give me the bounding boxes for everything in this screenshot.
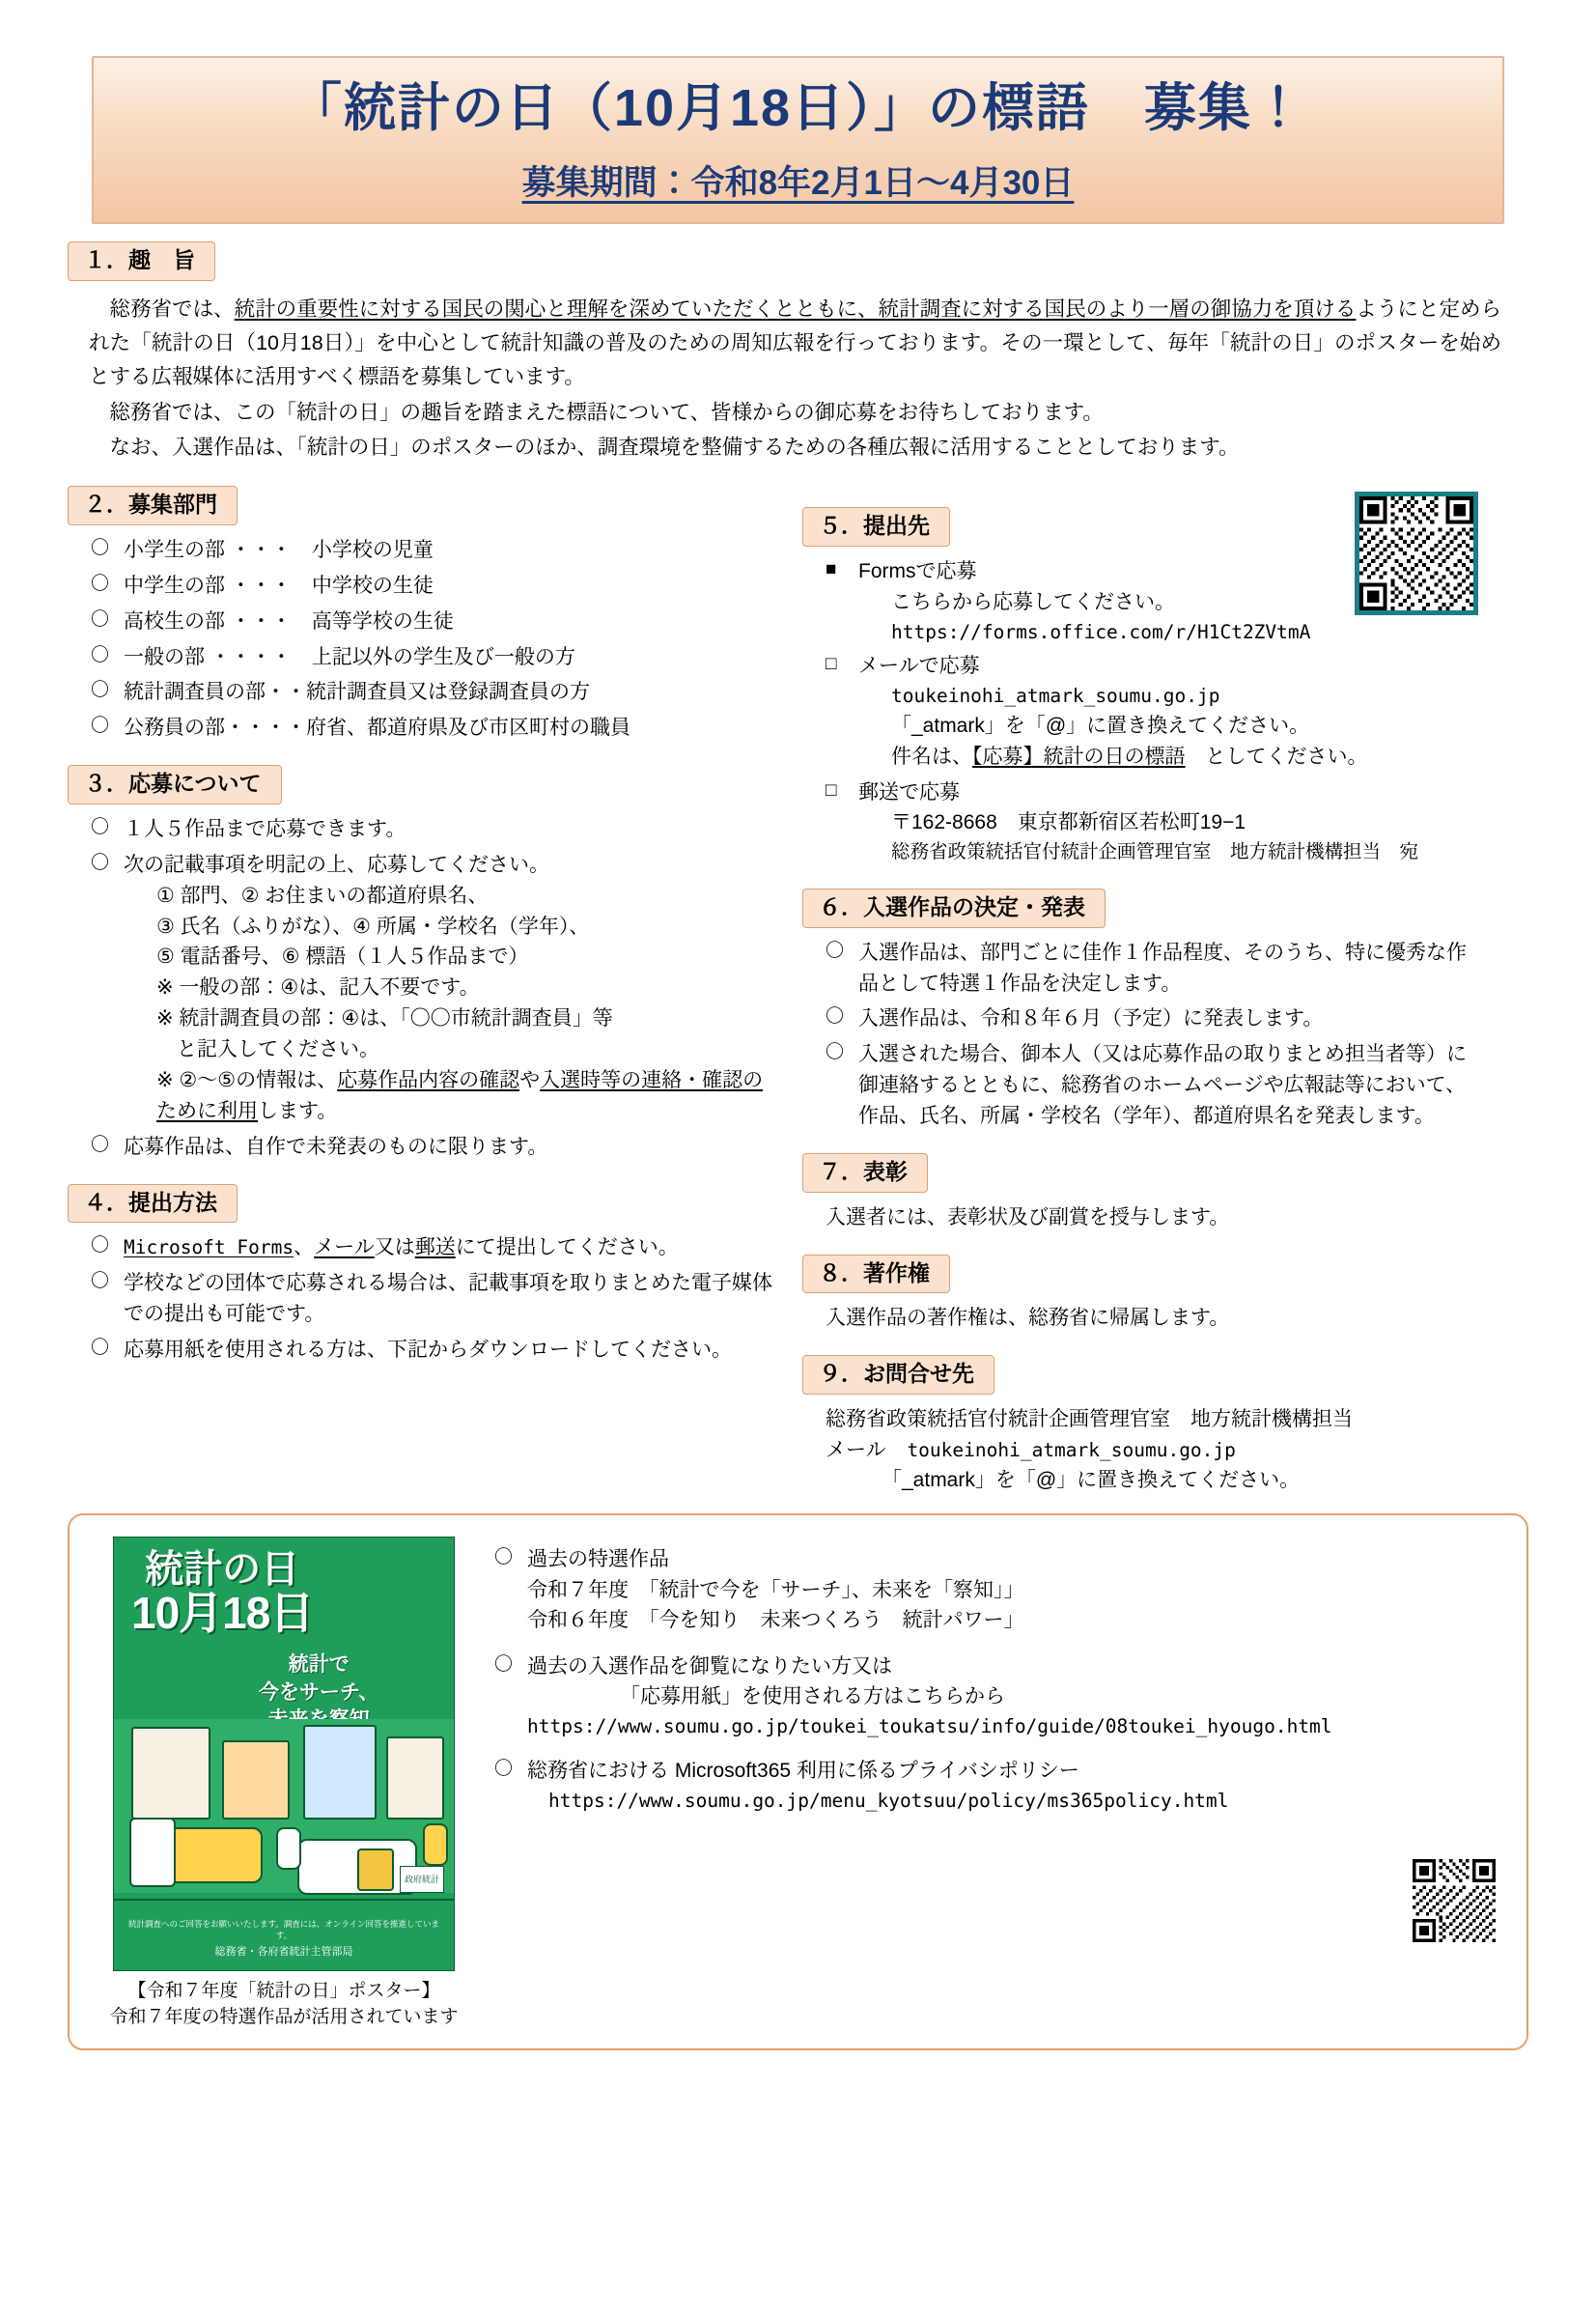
section-how-to-apply-body [91,814,777,1163]
archive-qr-code-icon[interactable] [1413,1859,1496,1942]
section-copyright-label: ８．著作権 [802,1255,950,1294]
mail-method-text: メール [314,1236,375,1259]
list-item [494,1756,1505,1815]
apply-detail-note [156,1065,777,1127]
category-label: 小学生の部 ・・・ 小学校の児童 [124,538,434,561]
apply-item-2: 次の記載事項を明記の上、応募してください。 [124,853,549,876]
section-purpose [68,241,1528,465]
apply-detail-line: ⑤ 電話番号、⑥ 標語（１人５作品まで） [156,945,529,969]
archive-line1: 過去の入選作品を御覧になりたい方又は [527,1654,892,1678]
list-item [91,571,777,602]
section-submission-method-body [91,1232,777,1366]
selection-item: 入選作品は、部門ごとに佳作１作品程度、そのうち、特に優秀な作品として特選１作品を決定します。 [858,941,1467,995]
section-contact-label: ９．お問合せ先 [802,1355,994,1395]
poster-gov-badge: 政府統計 [400,1866,444,1893]
submission-item-3: 応募用紙を使用される方は、下記からダウンロードしてください。 [124,1339,732,1362]
poster-notebook [357,1848,394,1891]
mail-block [891,682,1478,772]
circle-marker-icon: 〇 [91,1134,110,1155]
forms-instruction: こちらから応募してください。 [891,590,1175,613]
bottom-notes-list [494,1544,1505,1815]
list-item [494,1651,1505,1740]
bottom-notes-column [494,1531,1505,2030]
filled-square-icon: ■ [826,558,837,579]
mail-apply-label: メールで応募 [858,655,980,678]
apply-detail-lines [156,881,777,1127]
poster-person [276,1827,301,1870]
category-label: 公務員の部・・・・府省、都道府県及び市区町村の職員 [124,717,630,740]
mail-address: toukeinohi_atmark_soumu.go.jp [891,685,1220,708]
purpose-p1-b: ようにと定められた「統計の日（10月18日）」を中心として統計知識の普及のための周知広報を行っております。その一環として、毎年「統計の日」のポスターを始めとする広報媒体に活用すべく標語を募集しています。 [89,297,1501,388]
contact-mail-row [826,1435,1478,1466]
post-block [891,807,1478,867]
section-award-label: ７．表彰 [802,1153,928,1193]
contact-mail-note: 「_atmark」を「@」に置き換えてください。 [882,1469,1301,1492]
poster-title [131,1548,314,1639]
apply-note-u1: 応募作品内容の確認 [337,1069,520,1092]
list-item [91,713,777,744]
section-award [802,1153,1478,1233]
apply-item-1: １人５作品まで応募できます。 [124,817,406,840]
purpose-paragraph-2: 総務省では、この「統計の日」の趣旨を踏まえた標語について、皆様からの御応募をお待ちしております。 [89,400,1104,424]
poster-building [131,1727,210,1820]
forms-block [891,587,1478,647]
empty-square-icon: □ [826,779,837,801]
poster-building [386,1736,444,1820]
circle-marker-icon: 〇 [494,1547,514,1568]
section-submit-to-body [826,556,1478,867]
list-item [91,1232,777,1263]
two-column-area [68,486,1528,1496]
list-item [826,1039,1478,1132]
circle-marker-icon: 〇 [826,940,845,961]
poster-column [91,1531,477,2030]
apply-note-a: ※ ②～⑤の情報は、 [156,1069,338,1092]
mail-subject-b: としてください。 [1185,745,1368,768]
section-how-to-apply-label: ３．応募について [68,765,282,804]
body-wrapper [68,241,1528,1496]
poster-title-line1: 統計の日 [145,1548,300,1592]
list-item [826,556,1478,646]
archive-url[interactable]: https://www.soumu.go.jp/toukei_toukatsu/info/guide/08toukei_hyougo.html [527,1714,1332,1737]
forms-url[interactable]: https://forms.office.com/r/H1Ct2ZVtmA [891,620,1311,643]
selection-item: 入選された場合、御本人（又は応募作品の取りまとめ担当者等）に御連絡するとともに、総務省のホームページや広報誌等において、作品、氏名、所属・学校名（学年）、都道府県名を発表します。 [858,1043,1467,1128]
section-categories-label: ２．募集部門 [68,486,238,525]
list-item [494,1544,1505,1636]
list-item [91,642,777,673]
post-method-text: 郵送 [414,1236,456,1259]
poster-caption [91,1979,477,2030]
category-label: 中学生の部 ・・・ 中学校の生徒 [124,574,434,597]
list-item [91,535,777,566]
apply-detail-line: ③ 氏名（ふりがな）、④ 所属・学校名（学年）、 [156,915,590,938]
list-item [91,1335,777,1366]
forms-apply-label: Formsで応募 [858,559,977,582]
section-categories [68,486,777,744]
circle-marker-icon: 〇 [91,816,110,837]
left-column [68,486,777,1496]
poster-footer-org: 総務省・各府省統計主管部局 [214,1946,353,1959]
method-tail: にて提出してください。 [455,1236,679,1259]
poster-caption-line1: 【令和７年度「統計の日」ポスター】 [127,1981,440,2002]
list-item [91,1268,777,1330]
submission-item-2: 学校などの団体で応募される場合は、記載事項を取りまとめた電子媒体での提出も可能です。 [124,1272,772,1326]
past-winners-title: 過去の特選作品 [527,1548,669,1571]
privacy-policy-line: 総務省における Microsoft365 利用に係るプライバシポリシー [527,1760,1079,1783]
list-item [826,651,1478,772]
privacy-policy-url[interactable]: https://www.soumu.go.jp/menu_kyotsuu/policy/ms365policy.html [548,1789,1229,1812]
contact-mail-address: toukeinohi_atmark_soumu.go.jp [907,1438,1236,1461]
apply-item-3: 応募作品は、自作で未発表のものに限ります。 [124,1135,548,1158]
section-award-body: 入選者には、表彰状及び副賞を授与します。 [826,1205,1230,1228]
method-sep-1: 、 [294,1236,315,1259]
section-contact [802,1355,1478,1496]
past-winner-2024: 令和６年度 「今を知り 未来つくろう 統計パワー」 [527,1609,1024,1632]
poster-building [303,1725,377,1820]
header-banner [92,56,1504,224]
circle-marker-icon: 〇 [826,1042,845,1063]
apply-detail-line: ※ 一般の部：④は、記入不要です。 [156,976,480,1000]
qr-svg-bottom [1413,1859,1496,1942]
category-label: 一般の部 ・・・・ 上記以外の学生及び一般の方 [124,645,575,668]
page-title: 「統計の日（10月18日）」の標語 募集！ [289,79,1307,137]
poster-catchphrase: 統計で 今をサーチ、 [259,1653,379,1704]
list-item [826,1003,1478,1034]
post-apply-label: 郵送で応募 [858,780,960,804]
mail-subject-line [891,742,1478,773]
apply-detail-line: と記入してください。 [156,1038,379,1061]
list-item [91,677,777,708]
empty-square-icon: □ [826,654,837,675]
poster-smartphone [129,1818,176,1887]
apply-note-b: や [519,1069,541,1092]
circle-marker-icon: 〇 [91,1271,110,1292]
apply-detail-line: ※ 統計調査員の部：④は、「〇〇市統計調査員」等 [156,1007,613,1030]
section-purpose-label: １．趣 旨 [68,241,215,281]
poster-person [423,1823,448,1866]
apply-note-c: します。 [258,1099,338,1122]
past-winner-2025: 令和７年度 「統計で今を「サーチ」、未来を「察知」」 [527,1578,1024,1601]
circle-marker-icon: 〇 [91,680,110,701]
list-item [91,814,777,845]
circle-marker-icon: 〇 [826,1006,845,1028]
contact-office: 総務省政策統括官付統計企画管理官室 地方統計機構担当 [826,1407,1353,1430]
contact-mail-label: メール [826,1438,886,1461]
circle-marker-icon: 〇 [91,716,110,737]
circle-marker-icon: 〇 [91,644,110,665]
section-contact-body [826,1404,1478,1497]
section-purpose-body [89,293,1501,465]
submission-method-list [91,1232,777,1366]
section-submit-to-label: ５．提出先 [802,507,950,547]
section-copyright-body: 入選作品の著作権は、総務省に帰属します。 [826,1307,1230,1330]
circle-marker-icon: 〇 [91,537,110,558]
list-item [826,938,1478,1000]
application-period: 募集期間：令和8年2月1日～4月30日 [521,164,1075,203]
categories-list [91,535,777,744]
list-item [826,777,1478,867]
mail-subject-a: 件名は、 [891,745,972,768]
section-copyright [802,1255,1478,1335]
purpose-p1-underline: 統計の重要性に対する国民の関心と理解を深めていただくとともに、統計調査に対する国民のより一層の御協力を頂ける [234,297,1357,322]
poster-image [113,1537,455,1971]
circle-marker-icon: 〇 [91,608,110,630]
circle-marker-icon: 〇 [91,573,110,594]
apply-note-u2: 入選時等の連絡・確認のために利用 [156,1069,764,1122]
circle-marker-icon: 〇 [494,1759,514,1780]
category-label: 高校生の部 ・・・ 高等学校の生徒 [124,609,454,633]
how-to-apply-list [91,814,777,1163]
purpose-paragraph-3: なお、入選作品は、「統計の日」のポスターのほか、調査環境を整備するための各種広報に活用することとしております。 [89,436,1240,460]
poster-title-line2: 10月18日 [131,1588,314,1639]
circle-marker-icon: 〇 [91,852,110,873]
purpose-paragraph-1 [89,293,1501,393]
bottom-info-box [68,1513,1528,2049]
poster-building [222,1740,290,1820]
archive-line2: 「応募用紙」を使用される方はこちらから [620,1685,1005,1708]
mail-subject-underline: 【応募】統計の日の標語 [972,745,1186,768]
poster-caption-line2: 令和７年度の特選作品が活用されています [109,2006,459,2027]
section-selection-body [826,938,1478,1132]
list-item [91,607,777,637]
post-office-name: 総務省政策統括官付統計企画管理官室 地方統計機構担当 宛 [891,841,1419,863]
section-selection [802,889,1478,1132]
section-categories-body [91,535,777,744]
list-item [91,1132,777,1163]
category-label: 統計調査員の部・・統計調査員又は登録調査員の方 [124,681,590,704]
mail-note: 「_atmark」を「@」に置き換えてください。 [891,714,1310,737]
section-how-to-apply [68,765,777,1163]
post-zip-address: 〒162-8668 東京都新宿区若松町19−1 [891,811,1246,834]
circle-marker-icon: 〇 [91,1338,110,1359]
flyer-page [0,56,1596,2314]
right-column [802,486,1478,1496]
circle-marker-icon: 〇 [494,1653,514,1675]
section-submission-method-label: ４．提出方法 [68,1184,238,1224]
forms-link-text[interactable]: Microsoft Forms [124,1236,294,1259]
section-selection-label: ６．入選作品の決定・発表 [802,889,1106,928]
circle-marker-icon: 〇 [91,1235,110,1256]
submit-to-list [826,556,1478,867]
purpose-p1-a: 総務省では、 [89,297,235,322]
list-item [91,850,777,1127]
poster-footer-note: 統計調査へのご回答をお願いいたします。調査には、オンライン回答を推進しています。 [127,1919,440,1940]
section-submission-method [68,1184,777,1366]
selection-item: 入選作品は、令和８年６月（予定）に発表します。 [858,1007,1324,1030]
section-submit-to [802,507,1478,867]
method-sep-2: 又は [374,1236,415,1259]
apply-detail-line: ① 部門、② お住まいの都道府県名、 [156,884,489,907]
selection-list [826,938,1478,1132]
